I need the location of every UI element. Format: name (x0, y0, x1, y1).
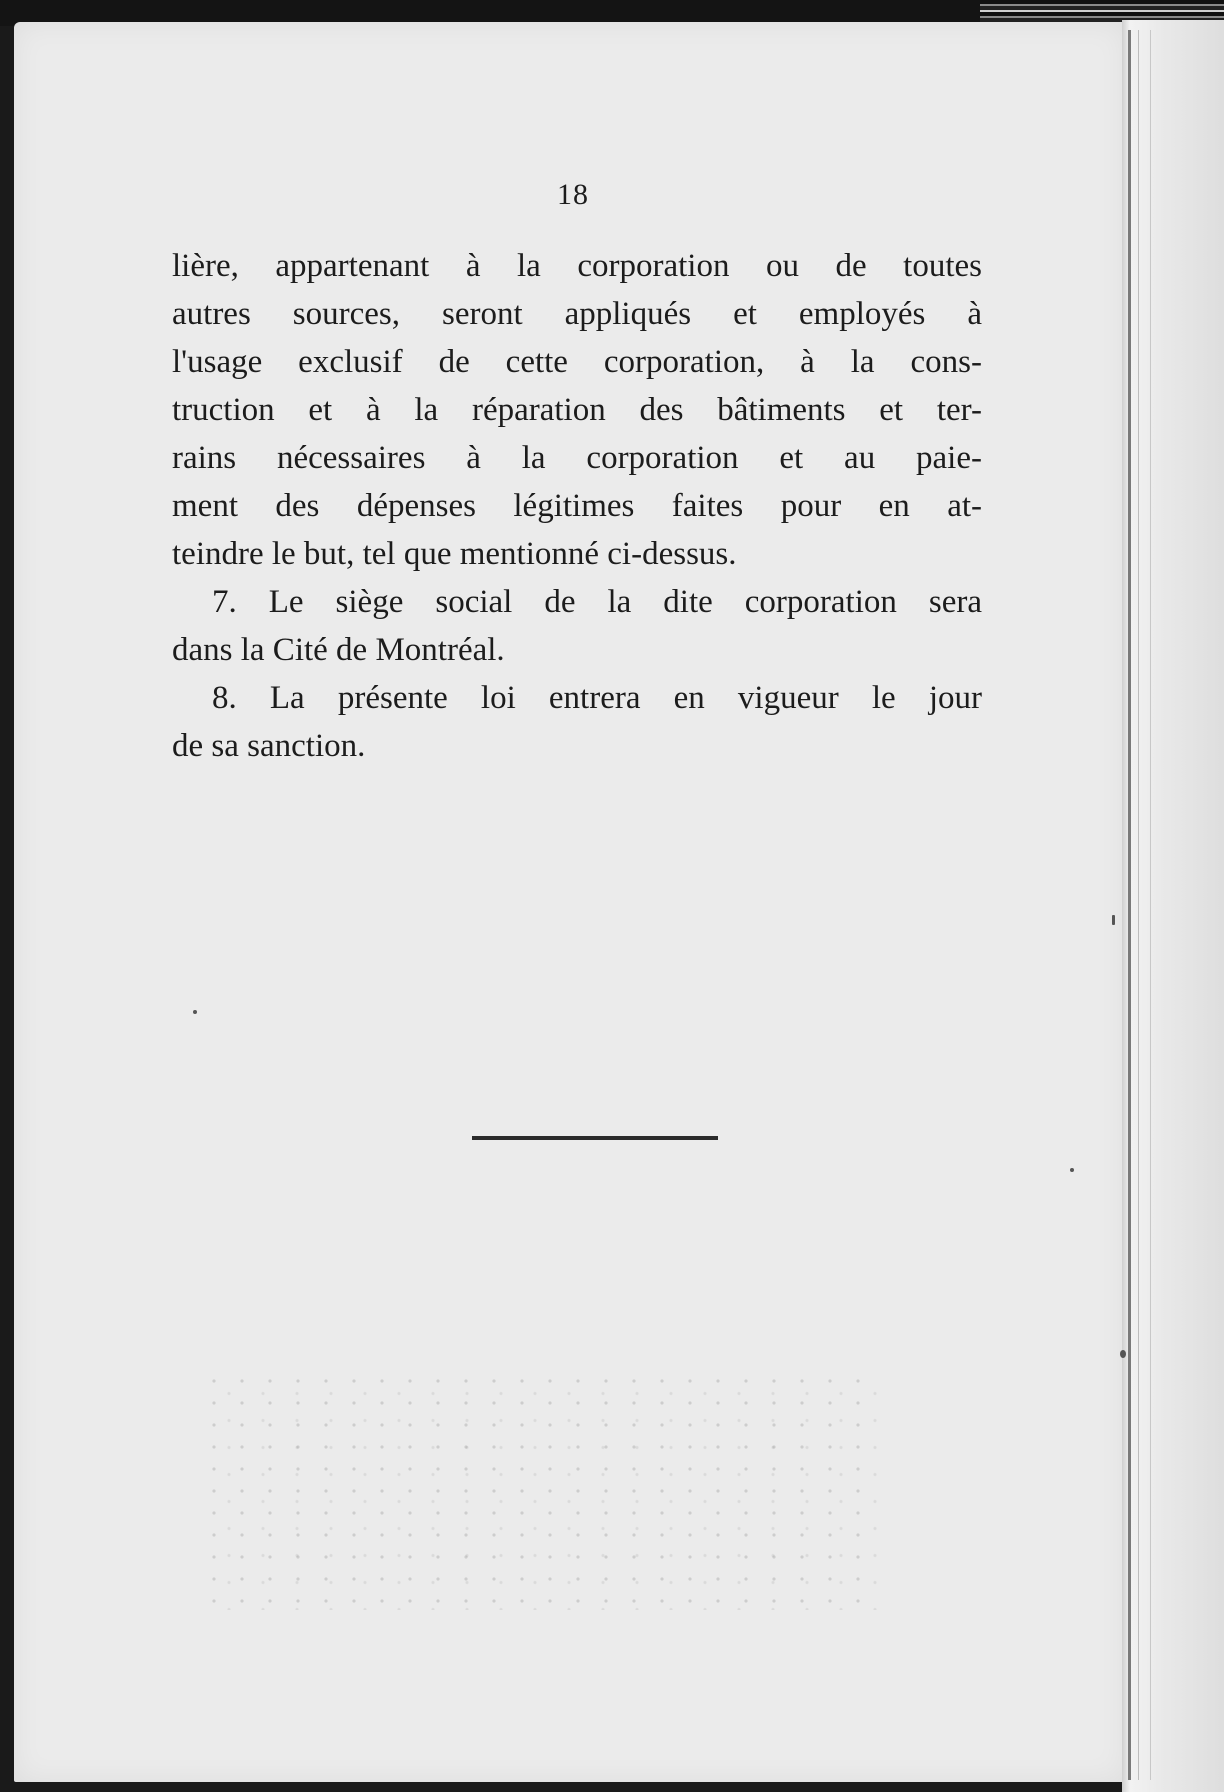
scan-speck (193, 1010, 197, 1014)
page-number: 18 (557, 178, 589, 211)
scan-speck (1120, 1350, 1126, 1358)
text-line-3: l'usage exclusif de cette corporation, à la cons- (172, 344, 982, 380)
text-line-1: lière, appartenant à la corporation ou de toutes (172, 248, 982, 284)
section-divider-rule (472, 1136, 718, 1140)
scan-speck (1112, 915, 1115, 925)
text-line-2: autres sources, seront appliqués et employés à (172, 296, 982, 332)
scan-speck (1070, 1168, 1074, 1172)
text-line-11: de sa sanction. (172, 728, 366, 764)
bleed-through-noise (200, 1370, 880, 1610)
text-line-7: teindre le but, tel que mentionné ci-dessus. (172, 536, 737, 572)
text-line-10: 8. La présente loi entrera en vigueur le jour (212, 680, 982, 716)
page-edge-line (1150, 30, 1151, 1780)
text-line-6: ment des dépenses légitimes faites pour en at- (172, 488, 982, 524)
text-line-5: rains nécessaires à la corporation et au paie- (172, 440, 982, 476)
text-line-9: dans la Cité de Montréal. (172, 632, 505, 668)
text-line-4: truction et à la réparation des bâtiments et ter- (172, 392, 982, 428)
page-edge-line (1138, 30, 1139, 1780)
text-line-8: 7. Le siège social de la dite corporation sera (212, 584, 982, 620)
page-edge-line (1128, 30, 1131, 1780)
